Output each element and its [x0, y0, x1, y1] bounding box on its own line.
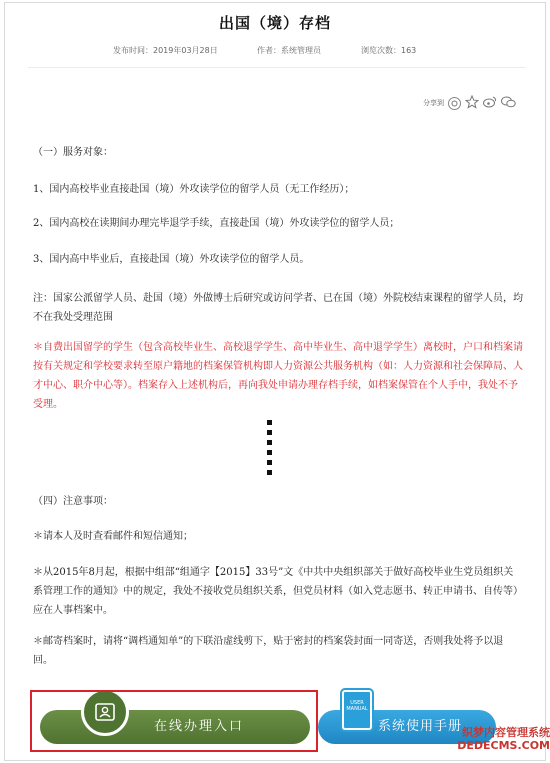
wechat-icon[interactable]: [501, 96, 516, 110]
publish-time: 发布时间：2019年03月28日: [113, 46, 218, 55]
list-item: 3、国内高中毕业后，直接赴国（境）外攻读学位的留学人员。: [33, 254, 310, 265]
section1-heading: （一）服务对象：: [33, 147, 113, 158]
view-count: 浏览次数：163: [361, 46, 417, 55]
notice-item: ＊邮寄档案时，请将“调档通知单”的下联沿虚线剪下，贴于密封的档案袋封面一同寄送，否则我处将予以退回。: [33, 636, 504, 666]
ellipsis-dots: [267, 420, 272, 480]
manual-book-icon: [342, 690, 372, 730]
share-label: 分享到: [423, 99, 444, 107]
link-icon[interactable]: [448, 97, 461, 110]
list-item: 1、国内高校毕业直接赴国（境）外攻读学位的留学人员（无工作经历）；: [33, 184, 355, 195]
red-note-paragraph: ＊自费出国留学的学生（包含高校毕业生、高校退学学生、高中毕业生、高中退学学生）离校时，户口和档案请按有关规定和学校要求转至原户籍地的档案保管机构即人力资源公共服务机构（如：人力资源和社会保障局、人才中心、职介中心等）。档案存入上述机构后，再向我处申请办理存档手续，如档案保管在个人手中，我处不予受理。: [33, 342, 523, 410]
watermark-line2: DEDECMS.COM: [457, 739, 550, 752]
divider: [28, 67, 526, 68]
page-title: 出国（境）存档: [218, 14, 331, 32]
list-item: 2、国内高校在读期间办理完毕退学手续，直接赴国（境）外攻读学位的留学人员；: [33, 218, 400, 229]
author: 作者：系统管理员: [257, 46, 321, 55]
watermark: [440, 726, 550, 752]
notice-item: ＊请本人及时查看邮件和短信通知；: [33, 531, 193, 542]
notice-item: ＊从2015年8月起，根据中组部“组通字【2015】33号”文《中共中央组织部关于做好高校毕业生党员组织关系管理工作的通知》中的规定，我处不接收党员组织关系，但党员材料（如入党志愿书、转正申请书、自传等）应在人事档案中。: [33, 567, 523, 616]
online-service-button[interactable]: 在线办理入口: [40, 710, 310, 744]
section4-heading: （四）注意事项：: [33, 496, 113, 507]
share-bar: [423, 95, 516, 111]
note-paragraph: 注：国家公派留学人员、赴国（境）外做博士后研究或访问学者、已在国（境）外院校结束课程的留学人员，均不在我处受理范围: [33, 293, 523, 323]
star-icon[interactable]: [465, 95, 479, 111]
watermark-line1: 织梦内容管理系统: [462, 726, 550, 739]
user-manual-button[interactable]: 系统使用手册: [318, 710, 496, 744]
highlight-box: [30, 690, 318, 752]
manual-book-label: USER MANUAL: [346, 700, 368, 712]
weibo-icon[interactable]: [483, 96, 497, 110]
